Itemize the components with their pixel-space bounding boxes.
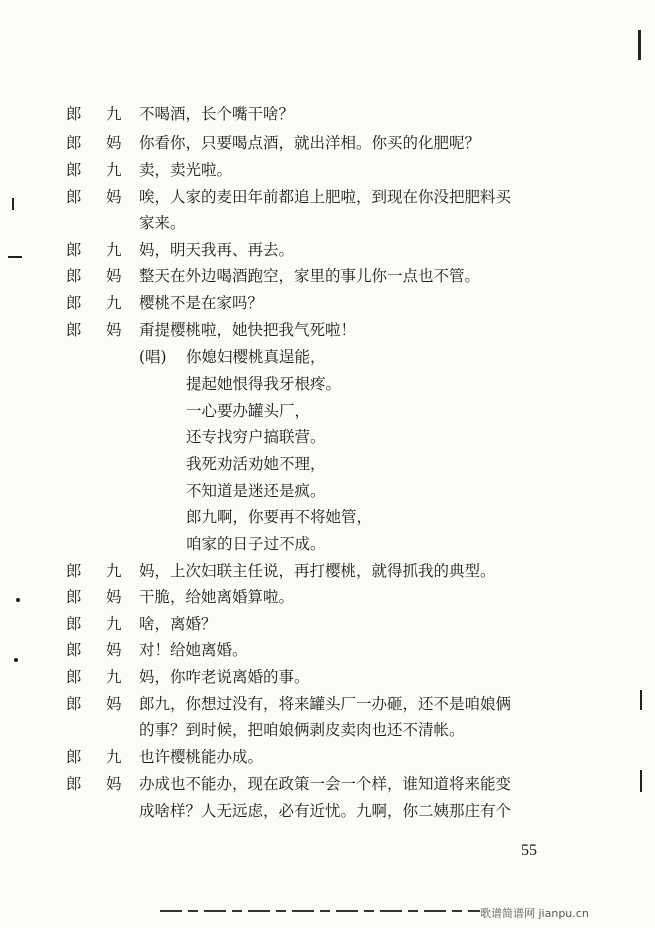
song-text: 郎九啊，你要再不将她管， [186,508,373,526]
dialogue-text: 办成也不能办，现在政策一会一个样，谁知道将来能变 [139,775,512,793]
scan-dash-row [160,910,480,912]
dialogue-text: 妈，上次妇联主任说，再打樱桃，就得抓我的典型。 [139,562,496,580]
speaker-surname: 郎 [66,241,82,259]
speaker-name: 妈 [106,188,122,206]
dialogue-text: 郎九，你想过没有，将来罐头厂一办砸，还不是咱娘俩 [139,695,512,713]
speaker-name: 妈 [106,775,122,793]
scan-mark [640,770,642,792]
speaker-surname: 郎 [66,188,82,206]
scan-mark [638,30,641,60]
dialogue-text: 整天在外边喝酒跑空，家里的事儿你一点也不管。 [139,267,481,285]
scan-mark [8,256,22,258]
speaker-name: 九 [106,294,122,312]
speaker-name: 妈 [106,321,122,339]
sing-tag: (唱) [139,348,167,366]
dialogue-text: 也许樱桃能办成。 [139,748,264,766]
speaker-surname: 郎 [66,321,82,339]
scan-mark [12,198,14,210]
speaker-name: 妈 [106,588,122,606]
speaker-name: 妈 [106,134,122,152]
speaker-surname: 郎 [66,562,82,580]
song-text: 咱家的日子过不成。 [186,535,326,553]
speaker-surname: 郎 [66,105,82,123]
dialogue-text: 不喝酒，长个嘴干啥？ [139,105,295,123]
speaker-name: 妈 [106,695,122,713]
page-number: 55 [521,842,537,859]
dialogue-text: 成啥样？人无远虑，必有近忧。九啊，你二姨那庄有个 [139,802,512,820]
speaker-name: 九 [106,615,122,633]
dialogue-text: 樱桃不是在家吗？ [139,294,264,312]
song-text: 一心要办罐头厂， [186,402,311,420]
speaker-surname: 郎 [66,775,82,793]
scan-mark [640,690,642,710]
song-text: 你媳妇樱桃真逞能， [186,348,326,366]
dialogue-text: 甭提樱桃啦，她快把我气死啦！ [139,321,357,339]
dialogue-text: 妈，你咋老说离婚的事。 [139,668,310,686]
dialogue-text: 妈，明天我再、再去。 [139,241,295,259]
speaker-name: 九 [106,562,122,580]
speaker-name: 九 [106,748,122,766]
speaker-surname: 郎 [66,695,82,713]
dialogue-text: 你看你，只要喝点酒，就出洋相。你买的化肥呢？ [139,134,481,152]
dialogue-text: 卖，卖光啦。 [139,161,233,179]
speaker-surname: 郎 [66,748,82,766]
scan-dot [14,658,18,662]
watermark: 歌谱简谱网 jianpu.cn [480,907,589,920]
speaker-name: 九 [106,105,122,123]
dialogue-text: 啥，离婚？ [139,615,217,633]
song-text: 提起她恨得我牙根疼。 [186,375,342,393]
song-text: 还专找穷户搞联营。 [186,428,326,446]
speaker-surname: 郎 [66,615,82,633]
speaker-name: 九 [106,161,122,179]
speaker-surname: 郎 [66,668,82,686]
speaker-surname: 郎 [66,294,82,312]
speaker-surname: 郎 [66,641,82,659]
dialogue-text: 对！给她离婚。 [139,641,248,659]
speaker-name: 九 [106,668,122,686]
speaker-surname: 郎 [66,267,82,285]
song-text: 不知道是迷还是疯。 [186,482,326,500]
dialogue-text: 唉，人家的麦田年前都追上肥啦，到现在你没把肥料买 [139,188,512,206]
dialogue-text: 干脆，给她离婚算啦。 [139,588,295,606]
song-text: 我死劝活劝她不理， [186,455,326,473]
dialogue-text: 的事？到时候，把咱娘俩剥皮卖肉也还不清帐。 [139,721,465,739]
speaker-surname: 郎 [66,161,82,179]
speaker-surname: 郎 [66,588,82,606]
scan-dot [16,598,20,602]
dialogue-text: 家来。 [139,214,186,232]
speaker-name: 妈 [106,641,122,659]
speaker-name: 九 [106,241,122,259]
speaker-name: 妈 [106,267,122,285]
speaker-surname: 郎 [66,134,82,152]
